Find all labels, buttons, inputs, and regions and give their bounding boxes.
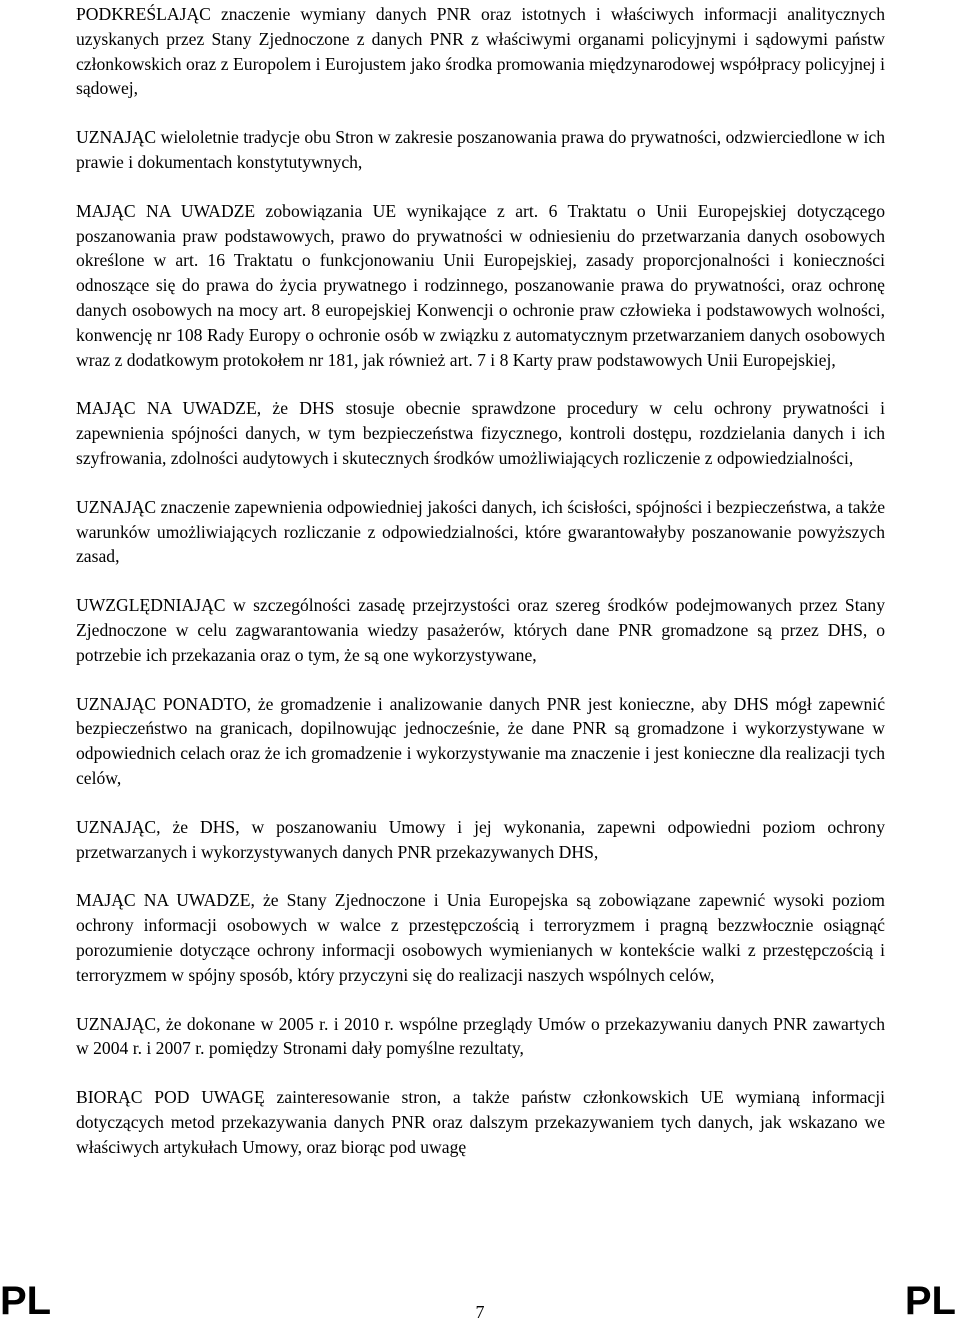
- recital-paragraph: UZNAJĄC wieloletnie tradycje obu Stron w zakresie poszanowania prawa do prywatności, odzwierciedlone w ich prawie i dokumentach konstytutywnych,: [76, 127, 885, 172]
- footer-language-code-left: PL: [0, 1279, 52, 1323]
- recital-paragraph: BIORĄC POD UWAGĘ zainteresowanie stron, a także państw członkowskich UE wymianą informacji dotyczących metod przekazywania danych PNR oraz dalszym przekazywaniem tych danych, jak wskazano we właściwych artykułach Umowy, oraz biorąc pod uwagę: [76, 1087, 885, 1157]
- recital-paragraph: UZNAJĄC, że dokonane w 2005 r. i 2010 r. wspólne przeglądy Umów o przekazywaniu danych PNR zawartych w 2004 r. i 2007 r. pomiędzy Stronami dały pomyślne rezultaty,: [76, 1013, 885, 1059]
- recital-paragraph: UWZGLĘDNIAJĄC w szczególności zasadę przejrzystości oraz szereg środków podejmowanych przez Stany Zjednoczone w celu zagwarantowania wiedzy pasażerów, których dane PNR gromadzone są przez DHS, o potrzebie ich przekazania oraz o tym, że są one wykorzystywane,: [76, 595, 885, 665]
- recital-paragraph: UZNAJĄC PONADTO, że gromadzenie i analizowanie danych PNR jest konieczne, aby DHS mógł zapewnić bezpieczeństwo na granicach, dopilnowując jednocześnie, że dane PNR są gromadzone i wykorzystywane w odpowiednich celach oraz że ich gromadzenie i wykorzystywanie ma znaczenie i jest konieczne dla realizacji tych celów,: [76, 693, 885, 788]
- document-body: [76, 2, 885, 1159]
- recital-paragraph: MAJĄC NA UWADZE, że Stany Zjednoczone i Unia Europejska są zobowiązane zapewnić wysoki poziom ochrony informacji osobowych w walce z przestępczością i terroryzmem i pragną bezzwłocznie osiągnąć porozumienie dotyczące ochrony informacji osobowych wymienianych w kontekście walki z przestępczością i terroryzmem w spójny sposób, który przyczyni się do realizacji naszych wspólnych celów,: [76, 890, 885, 985]
- page-number: 7: [475, 1302, 485, 1322]
- recital-paragraph: MAJĄC NA UWADZE zobowiązania UE wynikające z art. 6 Traktatu o Unii Europejskiej dotyczącego poszanowania praw podstawowych, prawo do prywatności w odniesieniu do przetwarzania danych osobowych określone w art. 16 Traktatu o funkcjonowaniu Unii Europejskiej, zasady proporcjonalności i konieczności odnoszące się do prawa do życia prywatnego i rodzinnego, poszanowanie prawa do prywatności, oraz ochronę danych osobowych na mocy art. 8 europejskiej Konwencji o ochronie praw człowieka i podstawowych wolności, konwencję nr 108 Rady Europy o ochronie osób w związku z automatycznym przetwarzaniem danych osobowych wraz z dodatkowym protokołem nr 181, jak również art. 7 i 8 Karty praw podstawowych Unii Europejskiej,: [76, 200, 885, 370]
- recital-paragraph: UZNAJĄC znaczenie zapewnienia odpowiedniej jakości danych, ich ścisłości, spójności i bezpieczeństwa, a także warunków umożliwiających rozliczanie z odpowiedzialności, które gwarantowałyby poszanowanie powyższych zasad,: [76, 496, 885, 567]
- footer-language-code-right: PL: [904, 1279, 956, 1323]
- recital-paragraph: UZNAJĄC, że DHS, w poszanowaniu Umowy i jej wykonania, zapewni odpowiedni poziom ochrony przetwarzanych i wykorzystywanych danych PNR przekazywanych DHS,: [76, 816, 885, 862]
- recital-paragraph: MAJĄC NA UWADZE, że DHS stosuje obecnie sprawdzone procedury w celu ochrony prywatności i zapewnienia spójności danych, w tym bezpieczeństwa fizycznego, kontroli dostępu, rozdzielania danych i ich szyfrowania, zdolności audytowych i skutecznych środków umożliwiających rozliczenie z odpowiedzialności,: [76, 398, 885, 468]
- recital-paragraph: PODKREŚLAJĄC znaczenie wymiany danych PNR oraz istotnych i właściwych informacji analitycznych uzyskanych przez Stany Zjednoczone z danych PNR z właściwymi organami policyjnymi i sądowymi państw członkowskich oraz z Europolem i Eurojustem jako środka promowania międzynarodowej współpracy policyjnej i sądowej,: [76, 4, 885, 99]
